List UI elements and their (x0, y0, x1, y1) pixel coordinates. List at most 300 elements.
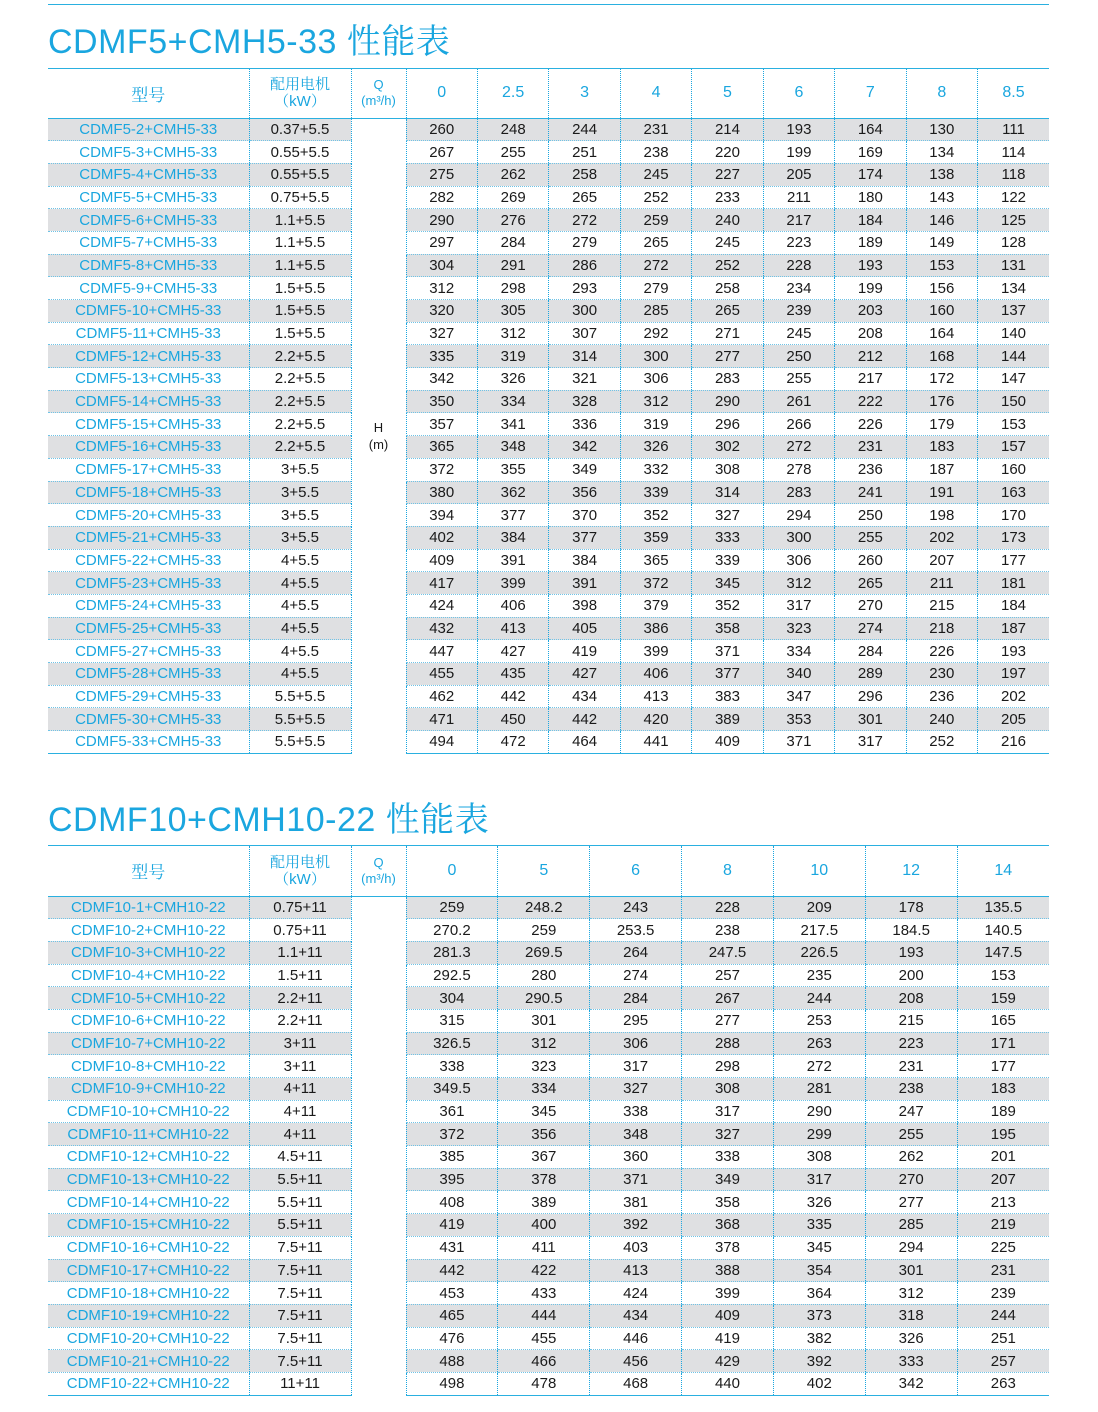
head-value-cell: 178 (865, 896, 957, 919)
head-value-cell: 335 (406, 345, 477, 368)
head-value-cell: 191 (906, 481, 977, 504)
head-value-cell: 265 (835, 572, 906, 595)
header-line: （kW） (274, 870, 326, 888)
motor-kw-cell: 3+11 (249, 1055, 351, 1078)
head-value-cell: 335 (773, 1214, 865, 1237)
motor-kw-cell: 1.5+5.5 (249, 322, 351, 345)
head-value-cell: 263 (957, 1372, 1049, 1395)
head-value-cell: 468 (590, 1372, 682, 1395)
motor-kw-cell: 4+5.5 (249, 549, 351, 572)
head-value-cell: 389 (498, 1191, 590, 1214)
head-value-cell: 336 (549, 413, 620, 436)
head-value-cell: 447 (406, 640, 477, 663)
header-flow-value: 10 (773, 846, 865, 896)
table-row (48, 685, 1049, 708)
head-value-cell: 205 (763, 163, 834, 186)
head-value-cell: 362 (477, 481, 548, 504)
model-cell: CDMF10-10+CMH10-22 (48, 1100, 249, 1123)
head-value-cell: 197 (978, 663, 1050, 686)
head-value-cell: 417 (406, 572, 477, 595)
motor-kw-cell: 11+11 (249, 1372, 351, 1395)
head-value-cell: 230 (906, 663, 977, 686)
model-cell: CDMF5-18+CMH5-33 (48, 481, 249, 504)
head-value-cell: 339 (620, 481, 691, 504)
table-row (48, 941, 1049, 964)
motor-kw-cell: 2.2+5.5 (249, 345, 351, 368)
head-value-cell: 207 (957, 1168, 1049, 1191)
head-value-cell: 258 (692, 277, 763, 300)
motor-kw-cell: 1.1+5.5 (249, 254, 351, 277)
head-value-cell: 245 (692, 231, 763, 254)
head-value-cell: 419 (549, 640, 620, 663)
head-value-cell: 352 (692, 594, 763, 617)
head-value-cell: 220 (692, 141, 763, 164)
head-value-cell: 238 (682, 919, 774, 942)
head-value-cell: 271 (692, 322, 763, 345)
head-value-cell: 240 (906, 708, 977, 731)
motor-kw-cell: 3+5.5 (249, 458, 351, 481)
head-value-cell: 356 (549, 481, 620, 504)
head-value-cell: 399 (477, 572, 548, 595)
head-value-cell: 125 (978, 209, 1050, 232)
head-value-cell: 227 (692, 163, 763, 186)
head-value-cell: 377 (549, 526, 620, 549)
head-value-cell: 156 (906, 277, 977, 300)
head-value-cell: 444 (498, 1304, 590, 1327)
head-value-cell: 263 (773, 1032, 865, 1055)
head-value-cell: 137 (978, 300, 1050, 323)
head-value-cell: 236 (835, 458, 906, 481)
head-value-cell: 312 (620, 390, 691, 413)
table-row (48, 1168, 1049, 1191)
motor-kw-cell: 4+5.5 (249, 572, 351, 595)
head-value-cell: 399 (682, 1282, 774, 1305)
table-row (48, 209, 1049, 232)
table-row (48, 1055, 1049, 1078)
table-row (48, 1236, 1049, 1259)
head-value-cell: 326 (773, 1191, 865, 1214)
head-value-cell: 403 (590, 1236, 682, 1259)
head-value-cell: 259 (620, 209, 691, 232)
head-value-cell: 134 (978, 277, 1050, 300)
head-value-cell: 365 (620, 549, 691, 572)
head-value-cell: 327 (692, 504, 763, 527)
head-value-cell: 282 (406, 186, 477, 209)
head-value-cell: 277 (865, 1191, 957, 1214)
head-value-cell: 319 (477, 345, 548, 368)
head-value-cell: 281.3 (406, 941, 498, 964)
head-value-cell: 217 (763, 209, 834, 232)
head-value-cell: 248.2 (498, 896, 590, 919)
head-value-cell: 326 (620, 436, 691, 459)
head-value-cell: 400 (498, 1214, 590, 1237)
head-value-cell: 317 (763, 594, 834, 617)
model-cell: CDMF10-17+CMH10-22 (48, 1259, 249, 1282)
model-cell: CDMF5-22+CMH5-33 (48, 549, 249, 572)
header-flow-value: 5 (692, 69, 763, 118)
head-value-cell: 424 (590, 1282, 682, 1305)
head-value-cell: 291 (477, 254, 548, 277)
motor-kw-cell: 2.2+5.5 (249, 390, 351, 413)
head-value-cell: 308 (773, 1146, 865, 1169)
head-value-cell: 140 (978, 322, 1050, 345)
head-value-cell: 306 (590, 1032, 682, 1055)
head-value-cell: 277 (682, 1009, 774, 1032)
head-value-cell: 176 (906, 390, 977, 413)
table-row (48, 526, 1049, 549)
head-value-cell: 215 (906, 594, 977, 617)
header-line: (m³/h) (361, 870, 396, 886)
head-value-cell: 446 (590, 1327, 682, 1350)
head-value-cell: 250 (763, 345, 834, 368)
head-value-cell: 177 (957, 1055, 1049, 1078)
head-value-cell: 302 (692, 436, 763, 459)
head-value-cell: 114 (978, 141, 1050, 164)
table-row (48, 277, 1049, 300)
head-value-cell: 308 (682, 1078, 774, 1101)
head-value-cell: 169 (835, 141, 906, 164)
head-value-cell: 111 (978, 118, 1050, 141)
head-value-cell: 399 (620, 640, 691, 663)
model-cell: CDMF10-11+CMH10-22 (48, 1123, 249, 1146)
head-value-cell: 298 (477, 277, 548, 300)
head-value-cell: 244 (773, 987, 865, 1010)
head-value-cell: 173 (978, 526, 1050, 549)
head-value-cell: 372 (406, 1123, 498, 1146)
head-value-cell: 442 (477, 685, 548, 708)
motor-kw-cell: 1.5+5.5 (249, 300, 351, 323)
header-flow-value: 4 (620, 69, 691, 118)
performance-table-cdmf10 (48, 846, 1049, 1396)
head-value-cell: 384 (549, 549, 620, 572)
head-value-cell: 327 (590, 1078, 682, 1101)
head-value-cell: 231 (620, 118, 691, 141)
head-value-cell: 456 (590, 1350, 682, 1373)
model-cell: CDMF5-14+CMH5-33 (48, 390, 249, 413)
head-value-cell: 419 (406, 1214, 498, 1237)
head-value-cell: 342 (865, 1372, 957, 1395)
head-value-cell: 464 (549, 731, 620, 754)
head-value-cell: 290.5 (498, 987, 590, 1010)
motor-kw-cell: 1.1+11 (249, 941, 351, 964)
model-cell: CDMF10-13+CMH10-22 (48, 1168, 249, 1191)
model-cell: CDMF10-19+CMH10-22 (48, 1304, 249, 1327)
head-value-cell: 274 (835, 617, 906, 640)
motor-kw-cell: 4+5.5 (249, 640, 351, 663)
head-value-cell: 320 (406, 300, 477, 323)
head-value-cell: 223 (865, 1032, 957, 1055)
model-cell: CDMF10-15+CMH10-22 (48, 1214, 249, 1237)
head-value-cell: 219 (957, 1214, 1049, 1237)
motor-kw-cell: 0.75+11 (249, 919, 351, 942)
model-cell: CDMF5-8+CMH5-33 (48, 254, 249, 277)
head-value-cell: 308 (692, 458, 763, 481)
head-value-cell: 153 (957, 964, 1049, 987)
head-value-cell: 429 (682, 1350, 774, 1373)
head-value-cell: 392 (773, 1350, 865, 1373)
head-value-cell: 199 (763, 141, 834, 164)
model-cell: CDMF5-11+CMH5-33 (48, 322, 249, 345)
head-value-cell: 157 (978, 436, 1050, 459)
head-value-cell: 172 (906, 368, 977, 391)
head-value-cell: 338 (406, 1055, 498, 1078)
head-value-cell: 260 (406, 118, 477, 141)
head-value-cell: 272 (763, 436, 834, 459)
head-value-cell: 262 (477, 163, 548, 186)
head-value-cell: 183 (957, 1078, 1049, 1101)
table-row (48, 436, 1049, 459)
head-value-cell: 272 (620, 254, 691, 277)
model-cell: CDMF5-5+CMH5-33 (48, 186, 249, 209)
head-value-cell: 398 (549, 594, 620, 617)
head-value-cell: 358 (692, 617, 763, 640)
head-value-cell: 274 (590, 964, 682, 987)
model-cell: CDMF5-3+CMH5-33 (48, 141, 249, 164)
head-value-cell: 149 (906, 231, 977, 254)
head-value-cell: 360 (590, 1146, 682, 1169)
motor-kw-cell: 4.5+11 (249, 1146, 351, 1169)
head-value-cell: 377 (692, 663, 763, 686)
head-value-cell: 472 (477, 731, 548, 754)
head-value-cell: 301 (865, 1259, 957, 1282)
head-value-cell: 207 (906, 549, 977, 572)
table-row (48, 1146, 1049, 1169)
head-value-cell: 163 (978, 481, 1050, 504)
head-value-cell: 354 (773, 1259, 865, 1282)
head-value-cell: 359 (620, 526, 691, 549)
head-value-cell: 233 (692, 186, 763, 209)
head-value-cell: 285 (865, 1214, 957, 1237)
header-flow-value: 6 (763, 69, 834, 118)
head-value-cell: 281 (773, 1078, 865, 1101)
head-value-cell: 427 (549, 663, 620, 686)
head-value-cell: 297 (406, 231, 477, 254)
head-value-cell: 342 (549, 436, 620, 459)
head-value-cell: 420 (620, 708, 691, 731)
head-unit-cell (351, 896, 406, 1395)
head-value-cell: 286 (549, 254, 620, 277)
model-cell: CDMF5-12+CMH5-33 (48, 345, 249, 368)
motor-kw-cell: 1.5+11 (249, 964, 351, 987)
model-cell: CDMF10-1+CMH10-22 (48, 896, 249, 919)
head-value-cell: 284 (477, 231, 548, 254)
head-value-cell: 253 (773, 1009, 865, 1032)
head-value-cell: 245 (620, 163, 691, 186)
head-value-cell: 292 (620, 322, 691, 345)
head-value-cell: 395 (406, 1168, 498, 1191)
table-row (48, 231, 1049, 254)
motor-kw-cell: 4+5.5 (249, 594, 351, 617)
head-value-cell: 226 (906, 640, 977, 663)
head-value-cell: 334 (477, 390, 548, 413)
head-value-cell: 272 (549, 209, 620, 232)
model-cell: CDMF5-27+CMH5-33 (48, 640, 249, 663)
head-value-cell: 193 (978, 640, 1050, 663)
head-value-cell: 131 (978, 254, 1050, 277)
head-value-cell: 269 (477, 186, 548, 209)
head-value-cell: 386 (620, 617, 691, 640)
head-value-cell: 283 (763, 481, 834, 504)
head-value-cell: 471 (406, 708, 477, 731)
head-value-cell: 422 (498, 1259, 590, 1282)
head-value-cell: 294 (865, 1236, 957, 1259)
head-value-cell: 299 (773, 1123, 865, 1146)
head-value-cell: 238 (620, 141, 691, 164)
head-value-cell: 189 (957, 1100, 1049, 1123)
head-value-cell: 277 (692, 345, 763, 368)
head-value-cell: 164 (835, 118, 906, 141)
table-row (48, 663, 1049, 686)
motor-kw-cell: 1.1+5.5 (249, 231, 351, 254)
head-value-cell: 289 (835, 663, 906, 686)
motor-kw-cell: 5.5+11 (249, 1191, 351, 1214)
header-flow-value: 3 (549, 69, 620, 118)
head-value-cell: 319 (620, 413, 691, 436)
head-value-cell: 171 (957, 1032, 1049, 1055)
head-value-cell: 238 (865, 1078, 957, 1101)
head-value-cell: 261 (763, 390, 834, 413)
head-value-cell: 292.5 (406, 964, 498, 987)
head-value-cell: 304 (406, 987, 498, 1010)
head-value-cell: 358 (682, 1191, 774, 1214)
motor-kw-cell: 5.5+5.5 (249, 731, 351, 754)
model-cell: CDMF5-6+CMH5-33 (48, 209, 249, 232)
head-value-cell: 181 (978, 572, 1050, 595)
head-value-cell: 150 (978, 390, 1050, 413)
model-cell: CDMF5-24+CMH5-33 (48, 594, 249, 617)
header-flow-value: 0 (406, 69, 477, 118)
head-value-cell: 293 (549, 277, 620, 300)
head-value-cell: 392 (590, 1214, 682, 1237)
table-row (48, 640, 1049, 663)
head-value-cell: 370 (549, 504, 620, 527)
head-value-cell: 174 (835, 163, 906, 186)
head-value-cell: 235 (773, 964, 865, 987)
head-value-cell: 494 (406, 731, 477, 754)
head-value-cell: 184.5 (865, 919, 957, 942)
head-value-cell: 338 (590, 1100, 682, 1123)
head-value-cell: 295 (590, 1009, 682, 1032)
motor-kw-cell: 2.2+5.5 (249, 436, 351, 459)
head-value-cell: 367 (498, 1146, 590, 1169)
header-motor-kw (249, 846, 351, 896)
header-flow-q (351, 846, 406, 896)
head-value-cell: 208 (865, 987, 957, 1010)
model-cell: CDMF5-20+CMH5-33 (48, 504, 249, 527)
head-value-cell: 368 (682, 1214, 774, 1237)
model-cell: CDMF5-16+CMH5-33 (48, 436, 249, 459)
head-value-cell: 345 (773, 1236, 865, 1259)
head-value-cell: 378 (682, 1236, 774, 1259)
head-value-cell: 165 (957, 1009, 1049, 1032)
head-value-cell: 301 (498, 1009, 590, 1032)
table-row (48, 1282, 1049, 1305)
head-value-cell: 217 (835, 368, 906, 391)
head-value-cell: 153 (906, 254, 977, 277)
motor-kw-cell: 7.5+11 (249, 1327, 351, 1350)
head-value-cell: 371 (590, 1168, 682, 1191)
head-value-cell: 391 (477, 549, 548, 572)
head-value-cell: 255 (835, 526, 906, 549)
table-row (48, 458, 1049, 481)
head-value-cell: 317 (835, 731, 906, 754)
model-cell: CDMF10-2+CMH10-22 (48, 919, 249, 942)
head-value-cell: 257 (957, 1350, 1049, 1373)
head-value-cell: 245 (763, 322, 834, 345)
head-value-cell: 455 (406, 663, 477, 686)
header-motor-kw (249, 69, 351, 118)
head-value-cell: 307 (549, 322, 620, 345)
table-row (48, 481, 1049, 504)
head-value-cell: 296 (692, 413, 763, 436)
section-title: CDMF10+CMH10-22 性能表 (48, 801, 490, 839)
head-value-cell: 348 (590, 1123, 682, 1146)
header-flow-value: 5 (498, 846, 590, 896)
head-value-cell: 312 (865, 1282, 957, 1305)
header-line: (m) (368, 436, 389, 452)
head-value-cell: 265 (549, 186, 620, 209)
table-row (48, 708, 1049, 731)
model-cell: CDMF5-21+CMH5-33 (48, 526, 249, 549)
head-value-cell: 269.5 (498, 941, 590, 964)
table-row (48, 368, 1049, 391)
head-value-cell: 193 (835, 254, 906, 277)
head-value-cell: 259 (406, 896, 498, 919)
motor-kw-cell: 3+5.5 (249, 526, 351, 549)
head-value-cell: 260 (835, 549, 906, 572)
head-value-cell: 361 (406, 1100, 498, 1123)
head-value-cell: 257 (682, 964, 774, 987)
head-value-cell: 312 (477, 322, 548, 345)
head-value-cell: 187 (906, 458, 977, 481)
model-cell: CDMF10-20+CMH10-22 (48, 1327, 249, 1350)
motor-kw-cell: 0.55+5.5 (249, 163, 351, 186)
head-value-cell: 284 (590, 987, 682, 1010)
model-cell: CDMF5-23+CMH5-33 (48, 572, 249, 595)
head-value-cell: 193 (763, 118, 834, 141)
head-value-cell: 332 (620, 458, 691, 481)
head-value-cell: 333 (865, 1350, 957, 1373)
head-value-cell: 371 (692, 640, 763, 663)
head-value-cell: 389 (692, 708, 763, 731)
head-value-cell: 240 (692, 209, 763, 232)
motor-kw-cell: 3+5.5 (249, 481, 351, 504)
head-value-cell: 265 (620, 231, 691, 254)
head-value-cell: 314 (692, 481, 763, 504)
header-line: 配用电机 (269, 76, 330, 94)
head-value-cell: 382 (773, 1327, 865, 1350)
header-flow-value: 8.5 (978, 69, 1050, 118)
head-value-cell: 357 (406, 413, 477, 436)
table-row (48, 1327, 1049, 1350)
head-value-cell: 476 (406, 1327, 498, 1350)
head-value-cell: 434 (590, 1304, 682, 1327)
head-value-cell: 434 (549, 685, 620, 708)
head-value-cell: 345 (498, 1100, 590, 1123)
motor-kw-cell: 4+11 (249, 1123, 351, 1146)
head-value-cell: 321 (549, 368, 620, 391)
head-value-cell: 236 (906, 685, 977, 708)
head-value-cell: 241 (835, 481, 906, 504)
head-value-cell: 134 (906, 141, 977, 164)
head-value-cell: 228 (763, 254, 834, 277)
head-value-cell: 202 (978, 685, 1050, 708)
top-rule (48, 4, 1049, 5)
model-cell: CDMF5-9+CMH5-33 (48, 277, 249, 300)
table-row (48, 919, 1049, 942)
head-value-cell: 217.5 (773, 919, 865, 942)
header-model: 型号 (48, 69, 249, 118)
